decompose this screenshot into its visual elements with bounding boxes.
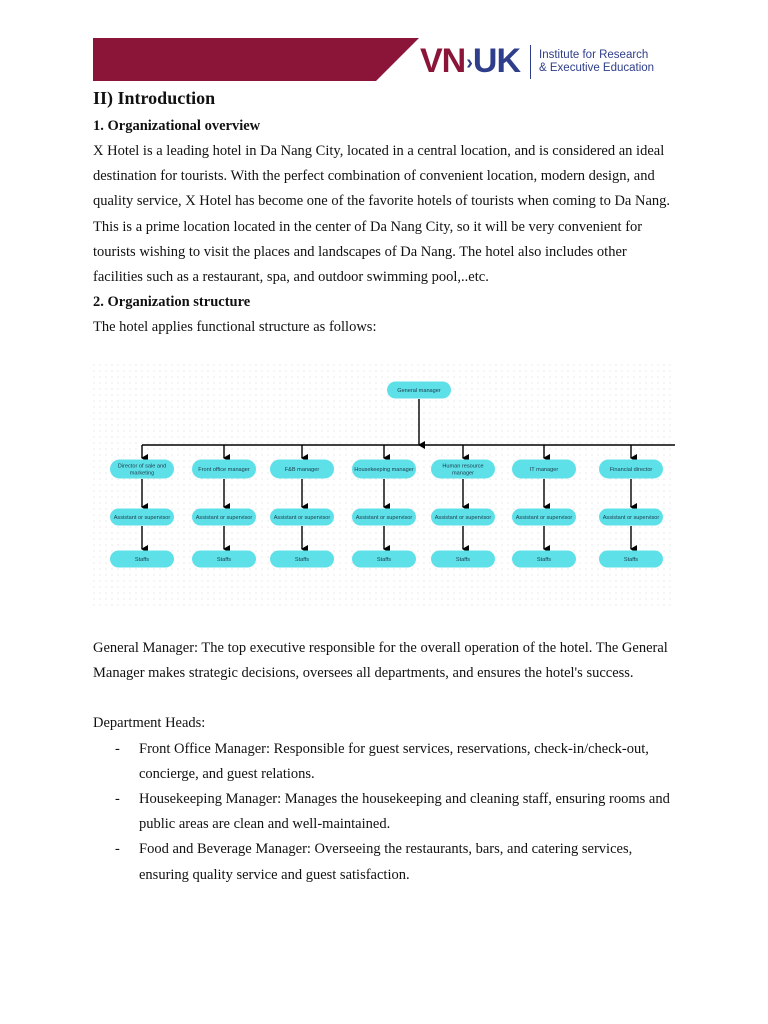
- svg-text:Housekeeping manager: Housekeeping manager: [354, 467, 414, 474]
- assistant-node: [599, 509, 663, 526]
- department-head-node: [431, 460, 495, 479]
- svg-text:Front office manager: Front office manager: [198, 467, 250, 474]
- vnuk-logo: [420, 44, 654, 80]
- staff-node: [431, 551, 495, 568]
- staff-node: [352, 551, 416, 568]
- svg-text:Assistant or supervisor: Assistant or supervisor: [515, 515, 573, 522]
- list-item: - Housekeeping Manager: Manages the housekeeping and cleaning staff, ensuring rooms and public areas are clean and well-maintained.: [115, 791, 670, 833]
- svg-text:Staffs: Staffs: [455, 557, 471, 564]
- staff-node: [599, 551, 663, 568]
- svg-text:manager: manager: [451, 470, 475, 477]
- staff-node: [192, 551, 256, 568]
- department-head-node: [352, 460, 416, 479]
- staff-node: [270, 551, 334, 568]
- svg-text:Staffs: Staffs: [376, 557, 392, 564]
- department-head-node: [192, 460, 256, 479]
- staff-node: [110, 551, 174, 568]
- svg-text:Assistant or supervisor: Assistant or supervisor: [602, 515, 660, 522]
- institute-name: Institute for Research & Executive Education: [539, 49, 655, 74]
- svg-text:Assistant or supervisor: Assistant or supervisor: [434, 515, 492, 522]
- svg-text:Assistant or supervisor: Assistant or supervisor: [273, 515, 331, 522]
- svg-text:Assistant or supervisor: Assistant or supervisor: [113, 515, 171, 522]
- department-heads-list: [93, 737, 673, 888]
- department-head-node: [599, 460, 663, 479]
- svg-text:Human resource: Human resource: [442, 463, 484, 470]
- staff-node: [512, 551, 576, 568]
- department-head-node: [270, 460, 334, 479]
- section-title: II) Introduction: [93, 88, 216, 108]
- svg-text:Staffs: Staffs: [134, 557, 150, 564]
- svg-text:Staffs: Staffs: [623, 557, 639, 564]
- department-heads-label: Department Heads:: [93, 715, 206, 732]
- assistant-node: [270, 509, 334, 526]
- logo-divider: [530, 45, 531, 79]
- assistant-node: [431, 509, 495, 526]
- department-head-node: [512, 460, 576, 479]
- svg-text:Assistant or supervisor: Assistant or supervisor: [195, 515, 253, 522]
- logo-arrow-icon: ›: [466, 52, 472, 75]
- svg-text:Staffs: Staffs: [536, 557, 552, 564]
- svg-text:General manager: General manager: [397, 388, 441, 395]
- svg-text:Director of sale and: Director of sale and: [117, 463, 167, 470]
- org-chart: [93, 364, 675, 610]
- general-manager-description: General Manager: The top executive responsible for the overall operation of the hotel. The General Manager makes strategic decisions, oversees all departments, and ensures the hotel's success.: [93, 640, 668, 682]
- svg-text:F&B manager: F&B manager: [284, 467, 320, 474]
- svg-text:IT manager: IT manager: [529, 467, 559, 474]
- logo-wordmark: VN›UK: [420, 42, 521, 80]
- list-item: - Front Office Manager: Responsible for guest services, reservations, check-in/check-out, concierge, and guest relations.: [115, 740, 649, 782]
- roles-section: [93, 636, 673, 888]
- svg-text:Assistant or supervisor: Assistant or supervisor: [355, 515, 413, 522]
- department-head-node: [110, 460, 174, 479]
- assistant-node: [110, 509, 174, 526]
- structure-heading: 2. Organization structure: [93, 294, 251, 311]
- svg-text:Financial director: Financial director: [609, 467, 653, 474]
- svg-text:Staffs: Staffs: [294, 557, 310, 564]
- overview-heading: 1. Organizational overview: [93, 118, 261, 134]
- intro-section: [93, 86, 673, 340]
- header-band: [93, 38, 423, 81]
- general-manager-node: [387, 382, 451, 399]
- assistant-node: [352, 509, 416, 526]
- assistant-node: [192, 509, 256, 526]
- svg-text:marketing: marketing: [129, 470, 155, 477]
- overview-body: X Hotel is a leading hotel in Da Nang City, located in a central location, and is considered an ideal destination for tourists. With the perfect combination of convenient location, modern design, and quality service, X Hotel has become one of the favorite hotels of tourists when coming to Da Nang. This is a prime location located in the center of Da Nang City, so it will be very convenient for tourists wishing to visit the places and landscapes of Da Nang. The hotel also includes other facilities such as a restaurant, spa, and outdoor swimming pool,..etc.: [93, 143, 671, 286]
- list-item: - Food and Beverage Manager: Overseeing the restaurants, bars, and catering services, ensuring quality service and guest satisfaction.: [115, 841, 633, 883]
- assistant-node: [512, 509, 576, 526]
- structure-intro: The hotel applies functional structure as follows:: [93, 319, 377, 336]
- svg-text:Staffs: Staffs: [216, 557, 232, 564]
